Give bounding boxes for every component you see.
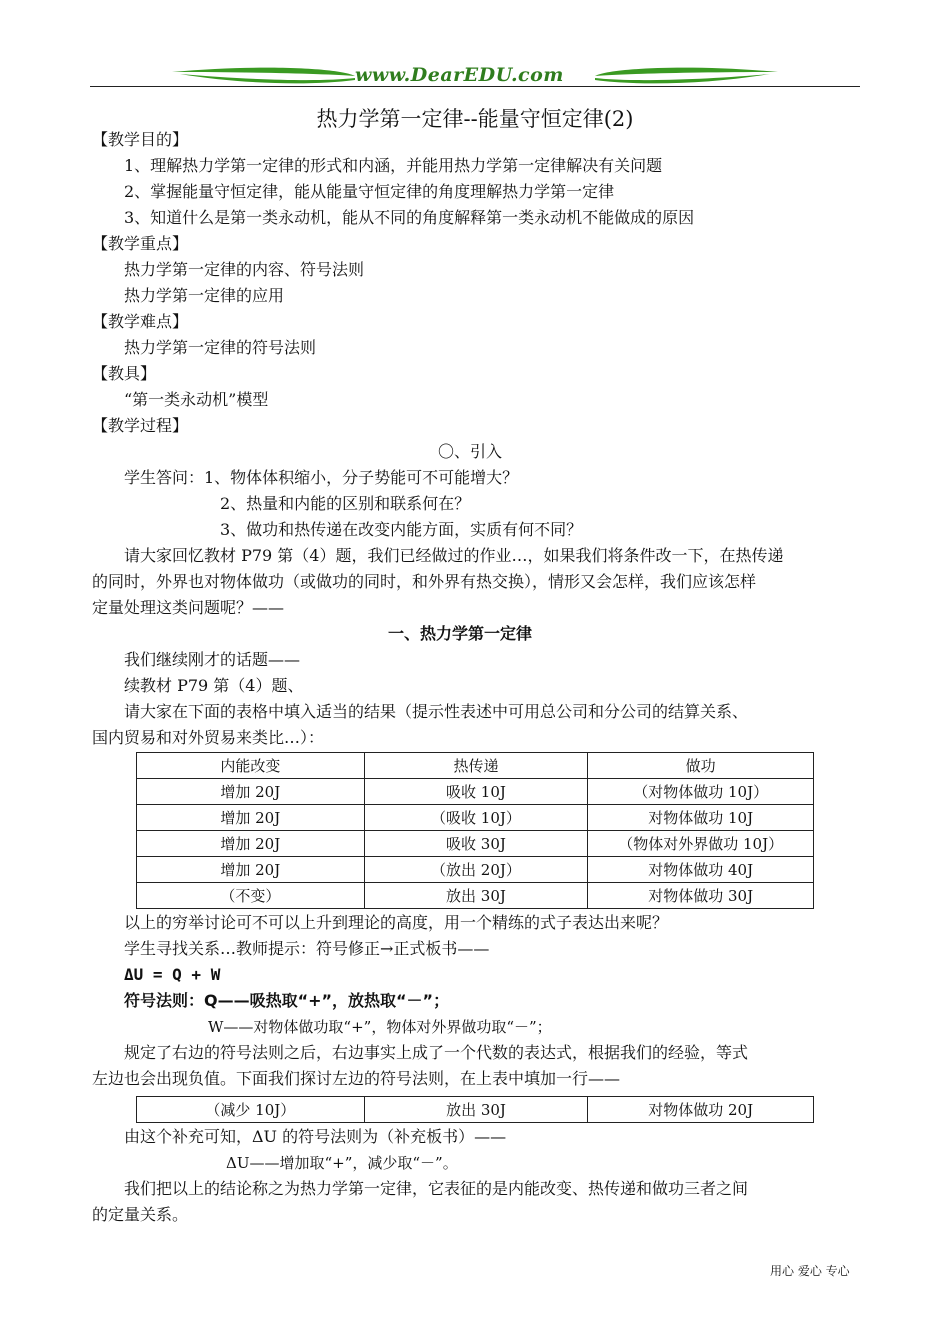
formula: ΔU = Q + W	[124, 965, 221, 984]
table-cell: 增加 20J	[137, 805, 365, 831]
table-cell: （对物体做功 10J）	[588, 779, 814, 805]
body-text: 请大家在下面的表格中填入适当的结果（提示性表述中可用总公司和分公司的结算关系、	[124, 702, 749, 721]
table-cell: 增加 20J	[137, 779, 365, 805]
body-text: 的定量关系。	[92, 1205, 189, 1224]
goal-heading: 【教学目的】	[92, 130, 189, 149]
table-cell: 放出 30J	[364, 1097, 588, 1123]
table-cell: 吸收 10J	[364, 779, 588, 805]
process-heading: 【教学过程】	[92, 416, 189, 435]
intro-paragraph: 的同时，外界也对物体做功（或做功的同时，和外界有热交换），情形又会怎样，我们应该怎样	[92, 572, 757, 591]
table-row	[137, 857, 814, 883]
intro-question: 学生答问：1、物体体积缩小，分子势能可不可能增大？	[124, 468, 519, 487]
body-text: 国内贸易和对外贸易来类比…）：	[92, 728, 325, 747]
table-row	[137, 1097, 814, 1123]
intro-heading: 〇、引入	[438, 442, 503, 461]
table-row	[137, 805, 814, 831]
table-header-cell: 内能改变	[137, 753, 365, 779]
difficult-heading: 【教学难点】	[92, 312, 189, 331]
table-cell: 对物体做功 30J	[588, 883, 814, 909]
key-heading: 【教学重点】	[92, 234, 189, 253]
table-header-row	[137, 753, 814, 779]
page-title: 热力学第一定律--能量守恒定律(2)	[316, 107, 634, 131]
body-text: 规定了右边的符号法则之后，右边事实上成了一个代数的表达式，根据我们的经验，等式	[124, 1043, 749, 1062]
table-header-cell: 热传递	[364, 753, 588, 779]
sign-rule-u: ΔU——增加取“+”，减少取“－”。	[226, 1154, 458, 1172]
tools-heading: 【教具】	[92, 364, 157, 383]
sign-rule-w: W——对物体做功取“+”，物体对外界做功取“－”；	[208, 1018, 552, 1036]
table-cell: 增加 20J	[137, 857, 365, 883]
table-cell: 放出 30J	[364, 883, 588, 909]
intro-paragraph: 定量处理这类问题呢？——	[92, 598, 285, 617]
table-cell: 对物体做功 10J	[588, 805, 814, 831]
table-row	[137, 831, 814, 857]
tools-item: “第一类永动机”模型	[124, 390, 269, 409]
energy-table	[136, 752, 814, 909]
body-text: 我们继续刚才的话题——	[124, 650, 301, 669]
intro-paragraph: 请大家回忆教材 P79 第（4）题，我们已经做过的作业…，如果我们将条件改一下，在热传递	[124, 546, 784, 565]
intro-question: 2、热量和内能的区别和联系何在？	[220, 494, 471, 513]
site-logo-text[interactable]: www.DearEDU.com	[355, 64, 564, 86]
supplement-table	[136, 1096, 814, 1123]
key-item: 热力学第一定律的应用	[124, 286, 285, 305]
page-footer: 用心 爱心 专心	[770, 1264, 850, 1278]
difficult-item: 热力学第一定律的符号法则	[124, 338, 317, 357]
table-header-cell: 做功	[588, 753, 814, 779]
body-text: 以上的穷举讨论可不可以上升到理论的高度，用一个精练的式子表达出来呢？	[124, 913, 669, 932]
body-text: 由这个补充可知，ΔU 的符号法则为（补充板书）——	[124, 1127, 507, 1146]
table-cell: （不变）	[137, 883, 365, 909]
body-text: 左边也会出现负值。下面我们探讨左边的符号法则，在上表中填加一行——	[92, 1069, 621, 1088]
body-text: 续教材 P79 第（4）题、	[124, 676, 304, 695]
body-text: 我们把以上的结论称之为热力学第一定律，它表征的是内能改变、热传递和做功三者之间	[124, 1179, 749, 1198]
table-row	[137, 779, 814, 805]
table-cell: （减少 10J）	[137, 1097, 365, 1123]
goal-item: 2、掌握能量守恒定律，能从能量守恒定律的角度理解热力学第一定律	[124, 182, 615, 201]
table-cell: （物体对外界做功 10J）	[588, 831, 814, 857]
section-heading: 一、热力学第一定律	[388, 624, 533, 643]
goal-item: 3、知道什么是第一类永动机，能从不同的角度解释第一类永动机不能做成的原因	[124, 208, 695, 227]
key-item: 热力学第一定律的内容、符号法则	[124, 260, 365, 279]
table-row	[137, 883, 814, 909]
sign-rule-q: 符号法则：Q——吸热取“+”，放热取“－”；	[124, 991, 450, 1010]
table-cell: 对物体做功 40J	[588, 857, 814, 883]
table-cell: （放出 20J）	[364, 857, 588, 883]
table-cell: 对物体做功 20J	[588, 1097, 814, 1123]
table-cell: 吸收 30J	[364, 831, 588, 857]
header-divider	[90, 86, 860, 87]
table-cell: 增加 20J	[137, 831, 365, 857]
table-cell: （吸收 10J）	[364, 805, 588, 831]
intro-question: 3、做功和热传递在改变内能方面，实质有何不同？	[220, 520, 583, 539]
goal-item: 1、理解热力学第一定律的形式和内涵，并能用热力学第一定律解决有关问题	[124, 156, 663, 175]
body-text: 学生寻找关系…教师提示：符号修正→正式板书——	[124, 939, 490, 958]
